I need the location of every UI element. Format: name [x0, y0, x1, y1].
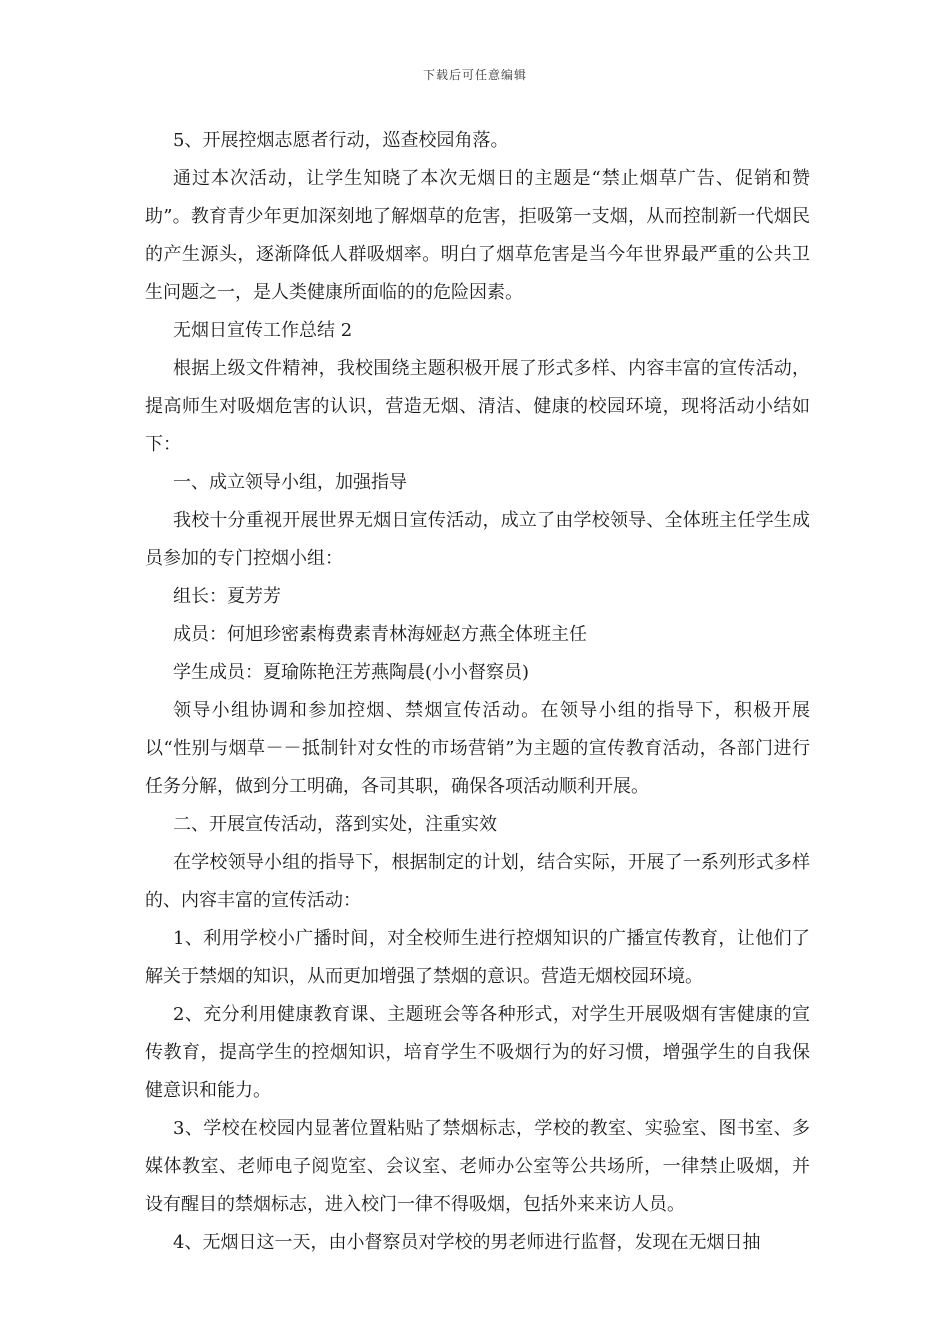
group-leader: 组长：夏芳芳	[173, 586, 281, 607]
section-title: 无烟日宣传工作总结 2	[173, 320, 353, 341]
paragraph-activity-summary: 通过本次活动，让学生知晓了本次无烟日的主题是“禁止烟草广告、促销和赞助”。教育青少年更加深刻地了解烟草的危害，拒吸第一支烟，从而控制新一代烟民的产生源头，逐渐降低人群吸烟率。明白了烟草危害是当今年世界最严重的公共卫生问题之一，是人类健康所面临的的危险因素。	[145, 168, 810, 303]
paragraph-item-5: 5、开展控烟志愿者行动，巡查校园角落。	[173, 130, 509, 151]
paragraph-intro: 根据上级文件精神，我校围绕主题积极开展了形式多样、内容丰富的宣传活动，提高师生对吸烟危害的认识，营造无烟、清洁、健康的校园环境，现将活动小结如下：	[145, 358, 810, 455]
document-body	[145, 122, 810, 1262]
group-members: 成员：何旭珍密素梅费素青林海娅赵方燕全体班主任	[173, 624, 587, 645]
paragraph-coordination: 领导小组协调和参加控烟、禁烟宣传活动。在领导小组的指导下，积极开展以“性别与烟草－－抵制针对女性的市场营销”为主题的宣传教育活动，各部门进行任务分解，做到分工明确，各司其职，确保各项活动顺利开展。	[145, 700, 810, 797]
heading-one: 一、成立领导小组，加强指导	[173, 472, 407, 493]
list-item-4: 4、无烟日这一天，由小督察员对学校的男老师进行监督，发现在无烟日抽	[173, 1232, 761, 1253]
paragraph-activities-intro: 在学校领导小组的指导下，根据制定的计划，结合实际，开展了一系列形式多样的、内容丰富的宣传活动：	[145, 852, 810, 911]
paragraph-group-setup: 我校十分重视开展世界无烟日宣传活动，成立了由学校领导、全体班主任学生成员参加的专门控烟小组：	[145, 510, 810, 569]
list-item-2: 2、充分利用健康教育课、主题班会等各种形式，对学生开展吸烟有害健康的宣传教育，提高学生的控烟知识，培育学生不吸烟行为的好习惯，增强学生的自我保健意识和能力。	[145, 1004, 810, 1101]
heading-two: 二、开展宣传活动，落到实处，注重实效	[173, 814, 497, 835]
header-note: 下载后可任意编辑	[422, 68, 527, 82]
list-item-3: 3、学校在校园内显著位置粘贴了禁烟标志，学校的教室、实验室、图书室、多媒体教室、老师电子阅览室、会议室、老师办公室等公共场所，一律禁止吸烟，并设有醒目的禁烟标志，进入校门一律不得吸烟，包括外来来访人员。	[145, 1118, 810, 1215]
student-members: 学生成员：夏瑜陈艳汪芳燕陶晨(小小督察员)	[173, 662, 530, 683]
list-item-1: 1、利用学校小广播时间，对全校师生进行控烟知识的广播宣传教育，让他们了解关于禁烟的知识，从而更加增强了禁烟的意识。营造无烟校园环境。	[145, 928, 810, 987]
